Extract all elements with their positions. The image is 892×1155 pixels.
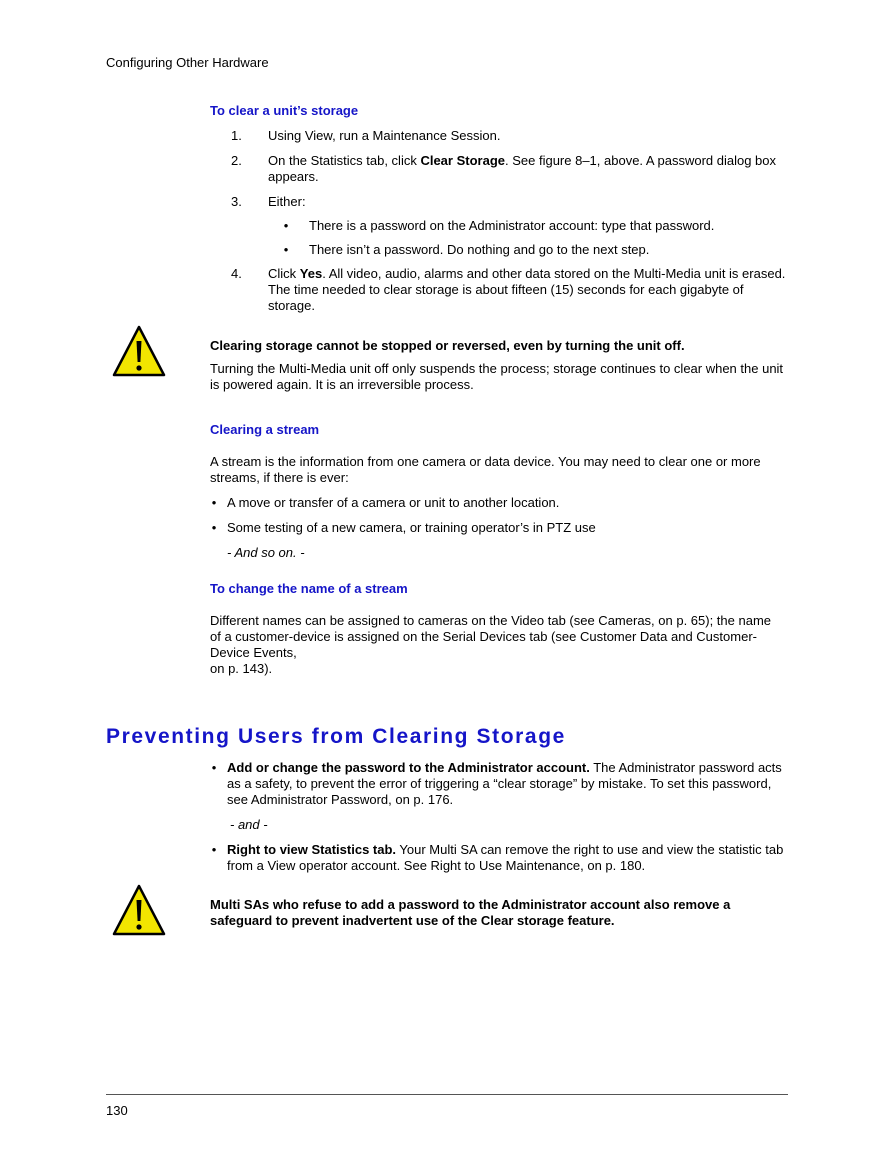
page-title: Preventing Users from Clearing Storage (106, 725, 566, 748)
step-number: 4. (231, 266, 242, 281)
step-number: 3. (231, 194, 242, 209)
section-heading-clearing-stream: Clearing a stream (210, 422, 320, 437)
section-heading-clear-unit: To clear a unit’s storage (210, 103, 359, 118)
bullet-marker: • (211, 760, 217, 775)
step-text-part: . All video, audio, alarms and other data stored on the Multi-Media unit is erased. The time needed to clear storage is about fifteen (15) seconds for each gigabyte of storage. (268, 266, 786, 313)
sub-bullet-text: There is a password on the Administrator account: type that password. (309, 218, 715, 233)
warning-bold-text: Multi SAs who refuse to add a password to the Administrator account also remove a safeguard to prevent inadvertent use of the Clear storage feature. (210, 897, 731, 928)
bullet-text: A move or transfer of a camera or unit to another location. (227, 495, 560, 510)
bullet-text-part: Your Multi SA can remove the right to use and view the statistic tab from a View operator account. See Right to Use Maintenance, on p. 180. (227, 842, 784, 873)
bullet-text (227, 842, 789, 874)
page-number: 130 (106, 1103, 128, 1118)
warning-icon (112, 884, 166, 936)
paragraph: Different names can be assigned to cameras on the Video tab (see Cameras, on p. 65); the name of a customer-device is assigned on the Serial Devices tab (see Customer Data and Customer-Device Events, (210, 613, 772, 660)
step-bold-term: Clear Storage (420, 153, 505, 168)
step-text (268, 153, 790, 185)
step-text (268, 266, 790, 314)
step-number: 1. (231, 128, 242, 143)
bullet-bold-term: Add or change the password to the Administrator account. (227, 760, 590, 775)
bullet-text: Some testing of a new camera, or training operator’s in PTZ use (227, 520, 596, 535)
step-number: 2. (231, 153, 242, 168)
paragraph-continuation: on p. 143). (210, 661, 273, 676)
sub-bullet-text: There isn’t a password. Do nothing and go to the next step. (309, 242, 650, 257)
bullet-bold-term: Right to view Statistics tab. (227, 842, 397, 857)
step-text-part: Click (268, 266, 300, 281)
step-text: Either: (268, 194, 306, 209)
paragraph: A stream is the information from one camera or data device. You may need to clear one or more streams, if there is ever: (210, 454, 761, 485)
bullet-marker: • (283, 218, 289, 233)
bullet-marker: • (211, 842, 217, 857)
warning-text: Turning the Multi-Media unit off only suspends the process; storage continues to clear when the unit is powered again. It is an irreversible process. (210, 361, 784, 392)
step-text-part: On the Statistics tab, click (268, 153, 421, 168)
running-header: Configuring Other Hardware (106, 55, 269, 70)
bullet-text-part: The Administrator password acts as a safety, to prevent the error of triggering a “clear storage” by mistake. To set this password, see Administrator Password, on p. 176. (227, 760, 782, 807)
footer-rule (106, 1094, 788, 1095)
bullet-marker: • (283, 242, 289, 257)
warning-bold-text: Clearing storage cannot be stopped or reversed, even by turning the unit off. (210, 338, 685, 353)
and-so-on-note: - And so on. - (227, 545, 305, 560)
step-text: Using View, run a Maintenance Session. (268, 128, 501, 143)
warning-icon (112, 325, 166, 377)
step-bold-term: Yes (299, 266, 323, 281)
step-text-part: . See figure 8–1, above. A password dialog box appears. (268, 153, 777, 184)
and-separator: - and - (230, 817, 268, 832)
section-heading-change-name: To change the name of a stream (210, 581, 408, 596)
bullet-marker: • (211, 520, 217, 535)
bullet-marker: • (211, 495, 217, 510)
bullet-text (227, 760, 789, 808)
